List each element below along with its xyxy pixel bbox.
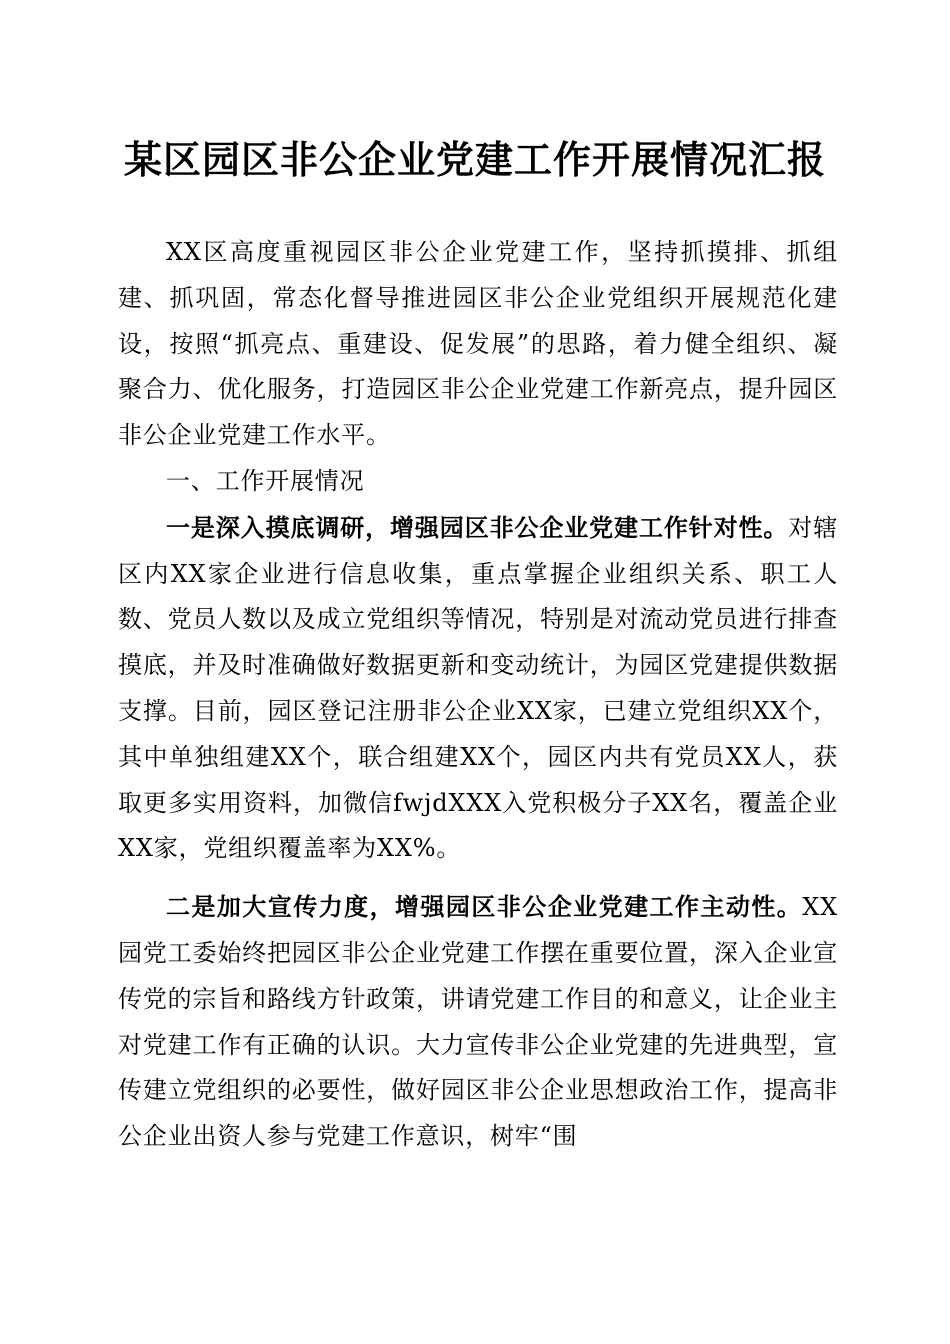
paragraph-2-lead: 二是加大宣传力度，增强园区非公企业党建工作主动性。 — [166, 892, 803, 922]
section-heading: 一、工作开展情况 — [166, 466, 365, 495]
paragraph-1-text: 对辖区内XX家企业进行信息收集，重点掌握企业组织关系、职工人数、党员人数以及成立党组织等情况，特别是对流动党员进行排查摸底，并及时准确做好数据更新和变动统计，为园区党建提供数据支撑。目前，园区登记注册非公企业XX家，已建立党组织XX个，其中单独组建XX个，联合组建XX个，园区内共有党员XX人，获取更多实用资料，加微信fwjdXXX入党积极分子XX名，覆盖企业XX家，党组织覆盖率为XX%。 — [118, 513, 838, 863]
document-title: 某区园区非公企业党建工作开展情况汇报 — [123, 137, 826, 182]
paragraph-1 — [118, 505, 838, 872]
paragraph-2-text: XX园党工委始终把园区非公企业党建工作摆在重要位置，深入企业宣传党的宗旨和路线方针政策，讲请党建工作目的和意义，让企业主对党建工作有正确的认识。大力宣传非公企业党建的先进典型，宣传建立党组织的必要性，做好园区非公企业思想政治工作，提高非公企业出资人参与党建工作意识，树牢“围 — [118, 893, 838, 1151]
intro-paragraph: XX区高度重视园区非公企业党建工作，坚持抓摸排、抓组建、抓巩固，常态化督导推进园区非公企业党组织开展规范化建设，按照“抓亮点、重建设、促发展”的思路，着力健全组织、凝聚合力、优化服务，打造园区非公企业党建工作新亮点，提升园区非公企业党建工作水平。 — [118, 238, 838, 450]
paragraph-1-lead: 一是深入摸底调研，增强园区非公企业党建工作针对性。 — [166, 512, 789, 542]
paragraph-2 — [118, 884, 838, 1160]
document-body — [118, 230, 838, 1160]
